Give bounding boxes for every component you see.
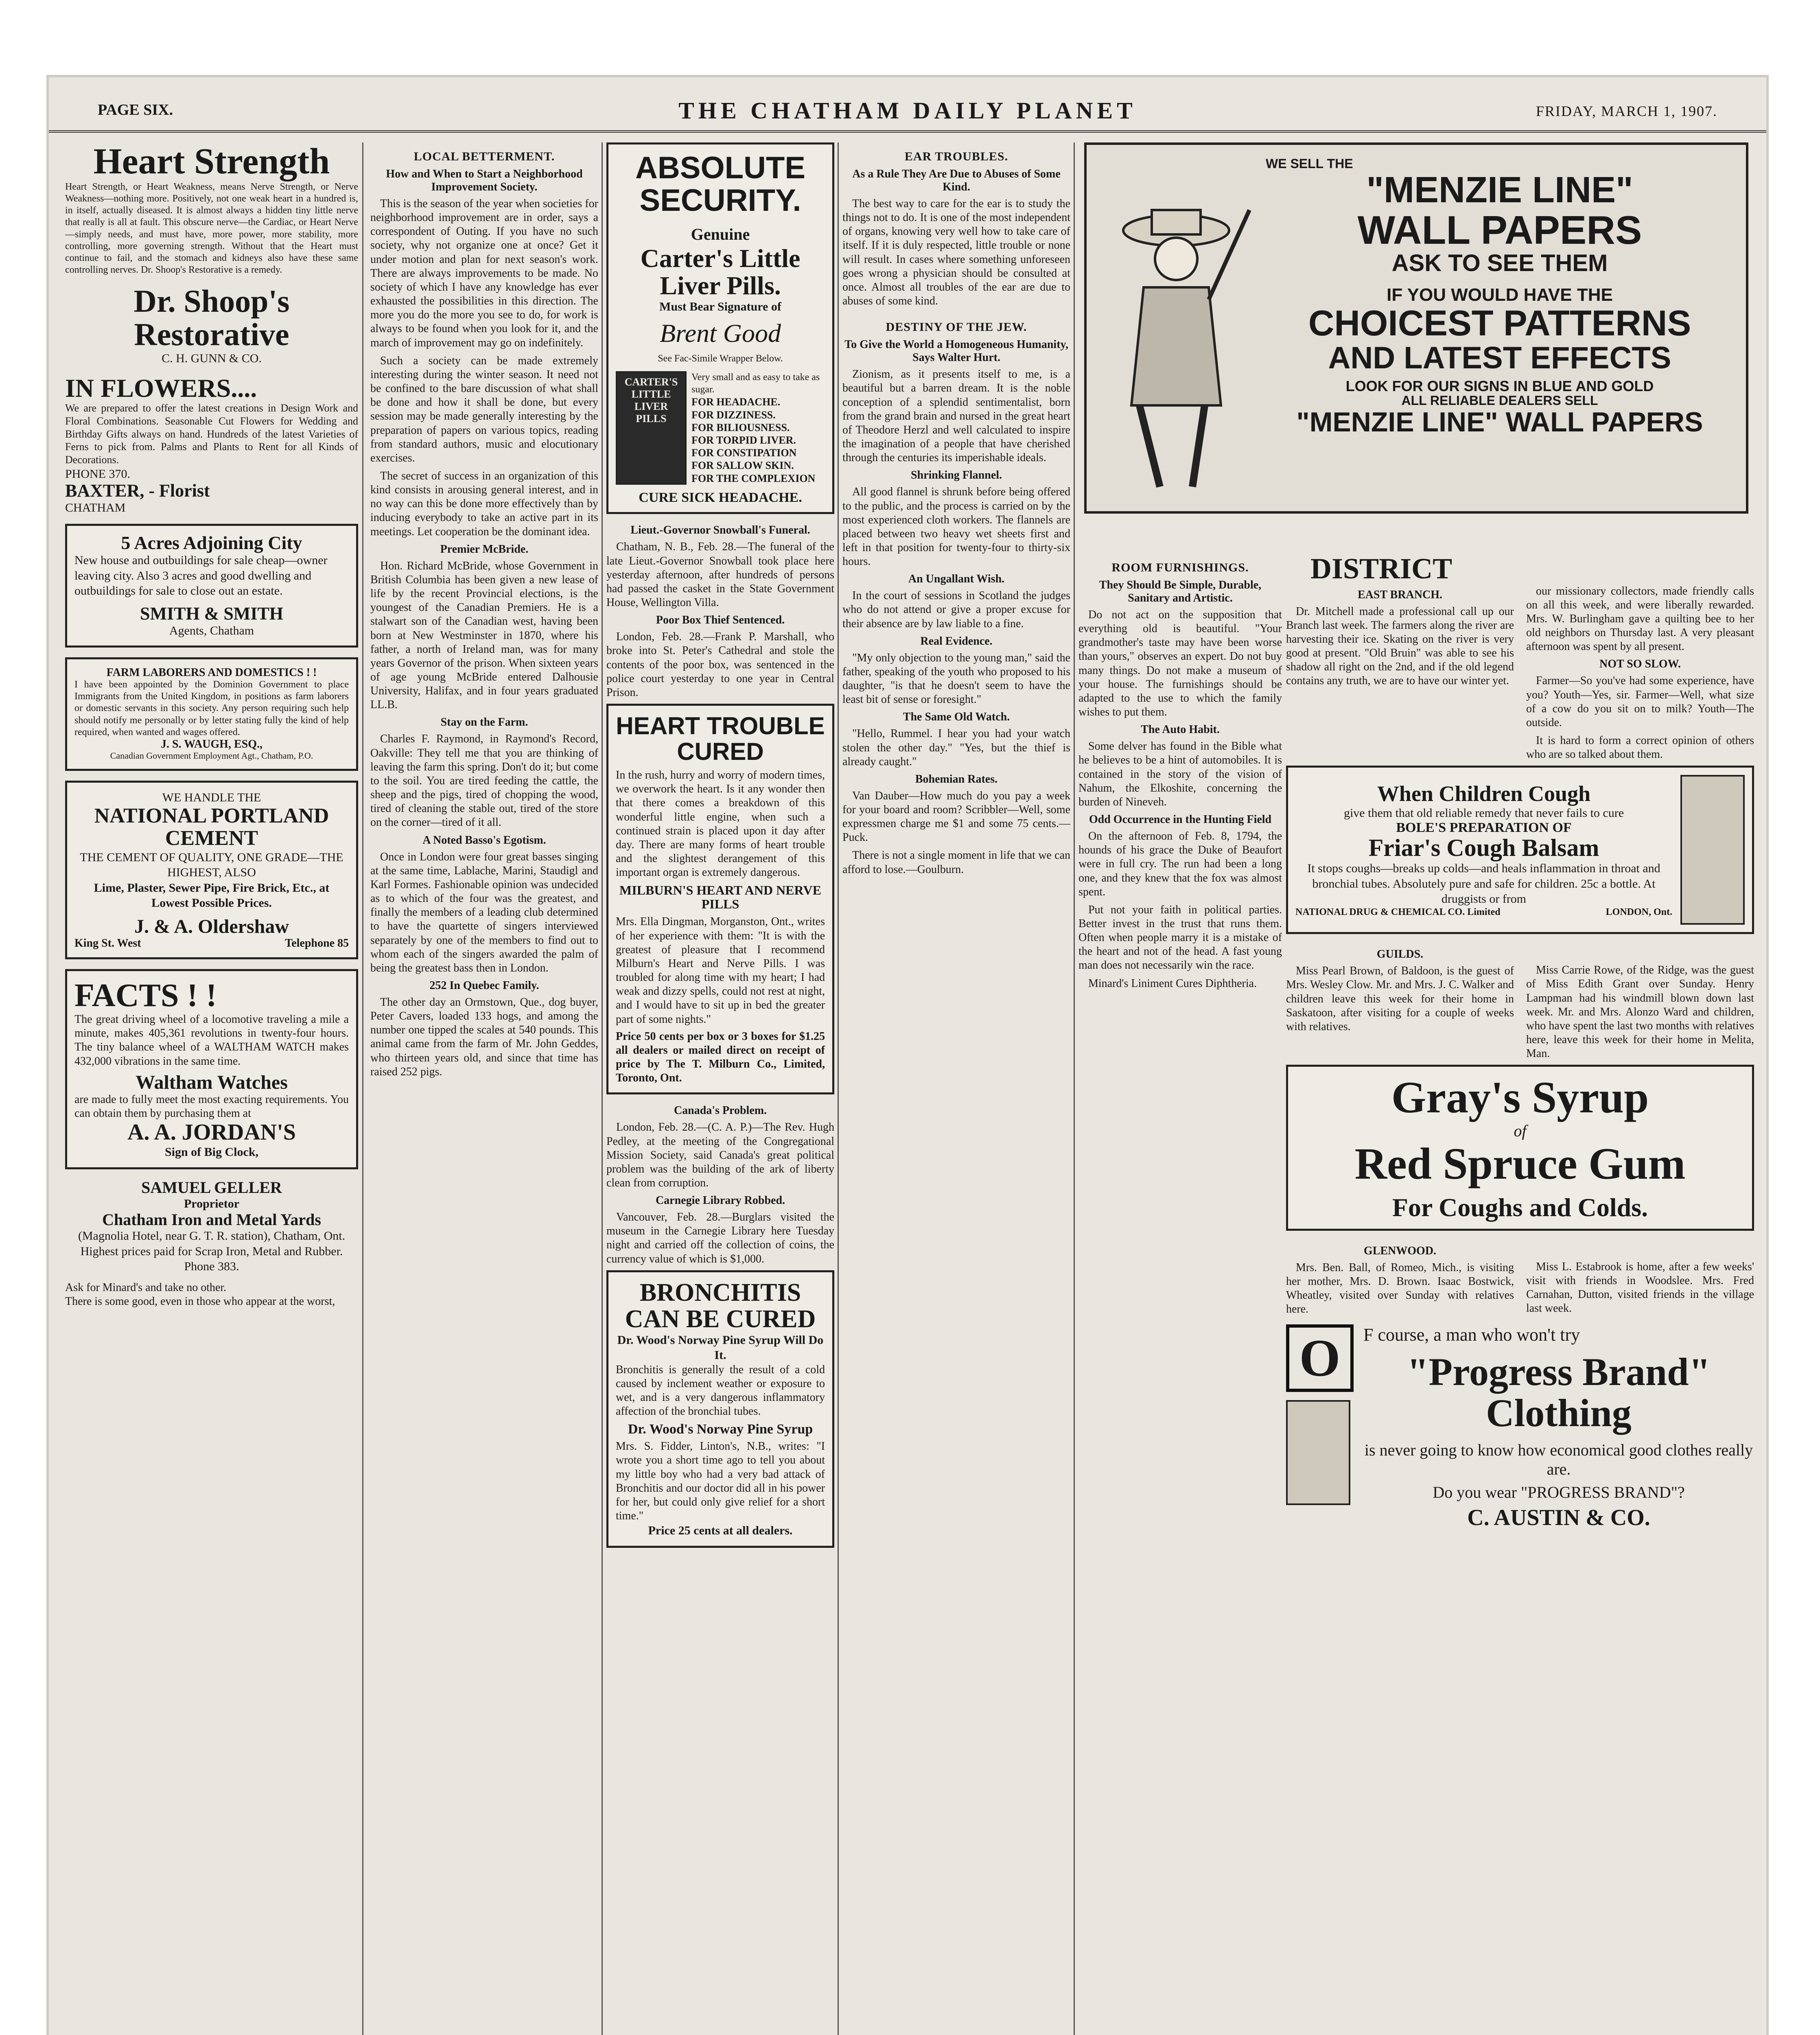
closing-note: There is not a single moment in life that we can afford to lose.—Goulburn. [842,849,1070,876]
carnegie-body: Vancouver, Feb. 28.—Burglars visited the museum in the Carnegie Library here Tuesday night and carried off the collection of coins, the currency value of which is $1,000. [606,1211,834,1265]
coughs-line: For Coughs and Colds. [1392,1193,1648,1222]
cement-line: THE CEMENT OF QUALITY, ONE GRADE—THE HIGHEST, ALSO [80,850,343,880]
woods-title: Dr. Wood's Norway Pine Syrup [628,1421,813,1437]
heart-trouble-ad [606,704,834,1094]
smith-name: SMITH & SMITH [140,603,284,624]
oldershaw-name: J. & A. Oldershaw [134,915,289,937]
column-rule [1074,142,1075,2035]
facts-ad [65,969,358,1169]
oldershaw-address: King St. West [74,937,141,950]
spruce-title: Red Spruce Gum [1354,1138,1686,1188]
waltham-body: are made to fully meet the most exacting requirements. You can obtain them by purchasing them at [74,1093,349,1120]
issue-date: FRIDAY, MARCH 1, 1907. [1536,103,1717,119]
shoop-title: Dr. Shoop's Restorative [133,283,290,352]
carters-ad [606,142,834,514]
minard-diphtheria: Minard's Liniment Cures Diphtheria. [1088,977,1257,990]
cement-line2: Lime, Plaster, Sewer Pipe, Fire Brick, Etc., at Lowest Possible Prices. [94,881,330,910]
progress-intro: F course, a man who won't try [1363,1325,1580,1345]
local-betterment-head: LOCAL BETTERMENT. [413,150,555,163]
column-1 [65,142,358,2035]
bronchitis-ad [606,1270,834,1548]
flannel-head: Shrinking Flannel. [910,469,1002,482]
cement-top: WE HANDLE THE [162,790,261,804]
local-betterment-p3: The secret of success in an organization of this kind consists in arousing general interest, and in no way can this be done more effectively than by inducing everybody to take an active part in its meetings. Let cooperation be the dominant idea. [370,469,598,538]
watch-body: "Hello, Rummel. I hear you had your watch stolen the other day." "Yes, but the thief is already caught." [842,727,1070,768]
guilds-body-2: Miss Carrie Rowe, of the Ridge, was the guest of Miss Edith Grant over Sunday. Henry Lampman had his windmill blown down last week. Mr. and Mrs. Alonzo Ward and children, who have spent the last two months with relatives here, leave this week for their home in Melita, Man. [1526,964,1754,1060]
signature: Brent Good [659,319,781,348]
box-line: FOR CONSTIPATION [691,447,797,459]
milburn-body: Mrs. Ella Dingman, Morganston, Ont., writes of her experience with them: "It is with the greatest of pleasure that I recommend Milburn's Heart and Nerve Pills. I was troubled for along time with my heart; I had weak and dizzy spells, could not rest at night, and I would have to sit up in bed the greater part of some nights." [616,915,825,1026]
guilds-head: GUILDS. [1376,948,1424,961]
look-line: LOOK FOR OUR SIGNS IN BLUE AND GOLD [1345,378,1654,395]
basso-head: A Noted Basso's Egotism. [422,834,546,847]
farm-sig: J. S. WAUGH, ESQ., [161,738,262,751]
choicest-line: CHOICEST PATTERNS [1308,303,1691,344]
grays-title: Gray's Syrup [1391,1072,1649,1123]
bronchitis-sub: Dr. Wood's Norway Pine Syrup Will Do It. [617,1333,824,1362]
grays-of: of [1514,1121,1527,1140]
column-4 [842,142,1070,2035]
latest-line: AND LATEST EFFECTS [1328,341,1671,376]
acres-body: New house and outbuildings for sale cheap—owner leaving city. Also 3 acres and good dwelling and outbuildings for sale to close out an estate. [74,554,328,598]
column-3 [606,142,834,2035]
carnegie-head: Carnegie Library Robbed. [655,1194,785,1207]
menzie-wallpaper-ad [1084,142,1748,514]
district-head: DISTRICT [1310,554,1452,585]
cement-ad [65,781,358,959]
ear-head: EAR TROUBLES. [904,150,1008,163]
east-branch-head: EAST BRANCH. [1358,588,1442,601]
milburn-title: MILBURN'S HEART AND NERVE PILLS [619,883,821,911]
funeral-head: Lieut.-Governor Snowball's Funeral. [630,524,810,537]
cement-title: NATIONAL PORTLAND CEMENT [94,804,329,850]
room-head: ROOM FURNISHINGS. [1111,561,1249,574]
facts-title: FACTS ! ! [74,978,217,1014]
facsimile-note: See Fac-Simile Wrapper Below. [658,353,783,364]
oldershaw-telephone: Telephone 85 [285,937,349,950]
box-line: FOR HEADACHE. [691,396,781,408]
progress-body: is never going to know how economical good clothes really are. [1364,1440,1753,1478]
progress-question: Do you wear "PROGRESS BRAND"? [1433,1483,1685,1501]
canada-head: Canada's Problem. [674,1104,767,1117]
farm-sig2: Canadian Government Employment Agt., Chatham, P.O. [110,751,313,761]
glenwood-head: GLENWOOD. [1363,1244,1437,1257]
geller-prices: Highest prices paid for Scrap Iron, Metal and Rubber. Phone 383. [80,1244,343,1274]
east-branch-body-2: our missionary collectors, made friendly calls on all this week, and were liberally rewarded. Mrs. W. Burlingham gave a quilting bee to her old neighbors on Thursday last. A very pleasant afternoon was spent by all present. [1526,584,1754,653]
minard-note: Ask for Minard's and take no other. [65,1281,227,1294]
geller-address: (Magnolia Hotel, near G. T. R. station), Chatham, Ont. [78,1229,346,1243]
heart-trouble-title: HEART TROUBLE CURED [616,712,825,766]
column-2 [370,142,598,2035]
flannel-body: All good flannel is shrunk before being offered to the public, and the process is carried on by the most experienced cloth workers. The flannels are placed between two heavy wet sheets first and left in that position for twenty-four to thirty-six hours. [842,486,1070,568]
acres-ad [65,524,358,648]
not-slow-body: Farmer—So you've had some experience, have you? Youth—Yes, sir. Farmer—Well, what size of a cow do you sit on to milk? Youth—The outside. [1526,674,1754,729]
box-line: FOR SALLOW SKIN. [691,460,794,472]
flowers-body: We are prepared to offer the latest creations in Design Work and Floral Combinations. Seasonable Cut Flowers for Wedding and Birthday Gifts always on hand. Hundreds of the latest Varieties of Ferns to pick from. Palms and Plants to Rent for all Kinds of Decorations. [65,402,358,466]
funeral-body: Chatham, N. B., Feb. 28.—The funeral of the late Lieut.-Governor Snowball took place here yesterday afternoon, after hundreds of persons had passed the casket in the State Government House, Wellington Villa. [606,540,834,609]
box-line: FOR TORPID LIVER. [691,434,796,446]
baxter-name: BAXTER, - Florist [65,481,210,501]
guilds-body: Miss Pearl Brown, of Baldoon, is the guest of Mrs. Wesley Clow. Mr. and Mrs. J. C. Walker and children leave this week for their home in Saskatoon, after visiting for a couple of weeks with relatives. [1286,965,1514,1033]
local-betterment-sub: How and When to Start a Neighborhood Improvement Society. [386,168,583,193]
carters-title: Carter's Little Liver Pills. [640,243,801,300]
glenwood-body-2: Miss L. Estabrook is home, after a few weeks' visit with friends in Woodslee. Mrs. Fred Carnahan, Dutton, visited friends in the village last week. [1526,1260,1754,1315]
carters-box-image: CARTER'S LITTLE LIVER PILLS [616,371,687,484]
flowers-ad [65,374,358,516]
masthead [49,94,1766,133]
jordan-sub: Sign of Big Clock, [164,1145,259,1159]
column-rule [362,142,363,2035]
progress-brand-ad [1286,1320,1754,1534]
mcbride-body: Hon. Richard McBride, whose Government in British Columbia has been given a new lease of life by the recent Provincial elections, is the youngest of the Canadian Premiers. He is a stalwart son of the Canadian west, having been born at New Westminster in 1870, where his father, a north of Ireland man, was for many years Governor of the prison. When sixteen years of age young McBride entered Dalhousie University, Halifax, and in four years graduated LL.B. [370,559,598,711]
auto-body: Some delver has found in the Bible what he believes to be a hint of automobiles. It is contained in the story of the vision of Nahum, the Elkoshite, concerning the burden of Nineveh. [1078,740,1282,808]
genuine-label: Genuine [691,225,750,243]
auto-head: The Auto Habit. [1141,723,1220,736]
quebec-head: 252 In Quebec Family. [429,979,539,992]
woods-body: Mrs. S. Fidder, Linton's, N.B., writes: "I wrote you a short time ago to tell you about my little boy who had a very bad attack of Bronchitis and our doctor did all in his power for her, but could only give relief for a short time." [616,1440,825,1523]
geller-ad [65,1179,358,1274]
wish-head: An Ungallant Wish. [908,573,1005,586]
thief-body: London, Feb. 28.—Frank P. Marshall, who broke into St. Peter's Cathedral and stole the contents of the poor box, was sentenced in the police court yesterday to one year in Central Prison. [606,630,834,699]
national-drug: NATIONAL DRUG & CHEMICAL CO. Limited [1295,906,1501,917]
grays-syrup-ad [1286,1065,1754,1230]
farm-title: FARM LABORERS AND DOMESTICS ! ! [106,666,317,679]
friars-balsam-ad [1286,766,1754,934]
canada-body: London, Feb. 28.—(C. A. P.)—The Rev. Hugh Pedley, at the meeting of the Congregational Mission Society, said Canada's great political problem was the building of the ark of liberty clean from corruption. [606,1121,834,1189]
progress-brand-title: "Progress Brand" Clothing [1407,1350,1711,1435]
local-betterment-p2: Such a society can be made extremely interesting during the winter season. It need not be confined to the bare discussion of what shall be done and how it shall be done, but every session may be made generally interesting by the preparation of papers on various topics, reading from standard authors, music and elocutionary exercises. [370,354,598,464]
evidence-head: Real Evidence. [920,635,993,648]
page-number: PAGE SIX. [98,101,173,118]
column-5b [1286,554,1754,2035]
friar-body: It stops coughs—breaks up colds—and heals inflammation in throat and bronchial tubes. Absolutely pure and safe for children. 25c a bottle. At druggists or from [1307,862,1660,906]
friar-title: Friar's Cough Balsam [1368,834,1599,861]
menzie-title: "MENZIE LINE" [1366,169,1633,210]
destiny-head: DESTINY OF THE JEW. [886,320,1027,334]
smith-sub: Agents, Chatham [169,624,254,637]
evidence-body: "My only objection to the young man," said the father, speaking of the youth who proposed to his daughter, "is that he doesn't seem to have the least bit of sense or foresight." [842,651,1070,706]
wall-papers-title: WALL PAPERS [1357,208,1642,253]
initial-o: O [1286,1324,1354,1392]
ask-line: ASK TO SEE THEM [1391,249,1608,276]
wish-body: In the court of sessions in Scotland the judges who do not attend or give a proper excuse for their absence are by law liable to a fine. [842,589,1070,630]
mcbride-head: Premier McBride. [440,543,529,556]
baxter-city: CHATHAM [65,501,126,515]
bole-line: BOLE'S PREPARATION OF [1396,820,1572,836]
minard-note-2: There is some good, even in those who appear at the worst, [65,1295,335,1308]
box-line: FOR DIZZINESS. [691,409,776,421]
farm-head: Stay on the Farm. [440,716,528,729]
geller-yards: Chatham Iron and Metal Yards [102,1210,321,1229]
column-5a [1078,554,1282,2035]
farm-body: Charles F. Raymond, in Raymond's Record, Oakville: They tell me that you are thinking of leaving the farm this spring. Don't do it; but come to the soil. You are tired feeding the cattle, the sheep and the pigs, tired of chopping the wood, tired of cleaning the stable out, tired of the store on the corner—tired of it all. [370,733,598,829]
woods-price: Price 25 cents at all dealers. [648,1524,793,1538]
london-ont: LONDON, Ont. [1606,906,1672,917]
box-line: FOR BILIOUSNESS. [691,421,790,433]
destiny-sub: To Give the World a Homogeneous Humanity, Says Walter Hurt. [844,338,1068,364]
farm-laborers-ad [65,657,358,771]
wallpaper-ad-area [1078,142,1754,549]
children-sub: give them that old reliable remedy that never fails to cure [1343,806,1624,820]
menzie-bottom: "MENZIE LINE" WALL PAPERS [1296,406,1703,438]
basso-body: Once in London were four great basses singing at the same time, Lablache, Marini, Staudigl and Karl Formes. Fashionable opinion was undecided as to which of the four was the greatest, and finally the members of a leading club determined to have the quartette of singers interviewed separately by one of the members to find out to whom each of the singers awarded the palm of being the greatest bass then in London. [370,850,598,974]
friar-figure-image [1680,775,1745,925]
odd-head: Odd Occurrence in the Hunting Field [1089,813,1272,826]
reliable-line: ALL RELIABLE DEALERS SELL [1401,393,1598,408]
security-title: ABSOLUTE SECURITY. [635,151,805,218]
bronchitis-body: Bronchitis is generally the result of a cold caused by inclement weather or exposure to wet, and is a very dangerous inflammatory affection of the bronchial tubes. [616,1363,825,1418]
ear-sub: As a Rule They Are Due to Abuses of Some Kind. [852,168,1061,193]
cure-line: CURE SICK HEADACHE. [639,490,802,505]
geller-name: SAMUEL GELLER [141,1178,282,1197]
glenwood-body: Mrs. Ben. Ball, of Romeo, Mich., is visiting her mother, Mrs. D. Brown. Isaac Bostwick, Wheatley, visited over Sunday with relatives here. [1286,1261,1514,1316]
farm-body: I have been appointed by the Dominion Government to place Immigrants from the United Kingdom, in positions as farm laborers or domestic servants in this society. Any person requiring such help should notify me personally or by letter stating fully the kind of help required, when wanted and wages offered. [74,679,349,737]
thief-head: Poor Box Thief Sentenced. [656,614,785,627]
heart-strength-title: Heart Strength [93,142,330,182]
column-rule [838,142,839,2035]
room-body: Do not act on the supposition that everything old is beautiful. "Your grandmother's taste may have been worse than yours," observes an expert. Do not buy many things. Do not make a museum of your house. The furnishings should be adapted to the use to which the family wishes to put them. [1078,608,1282,719]
small-note: Very small and as easy to take as sugar. [691,372,820,395]
flowers-phone: PHONE 370. [65,467,131,481]
if-you-line: IF YOU WOULD HAVE THE [1387,284,1613,305]
shoop-sub: C. H. GUNN & CO. [162,352,262,365]
heart-strength-body: Heart Strength, or Heart Weakness, means Nerve Strength, or Nerve Weakness—nothing more. Positively, not one weak heart in a hundred is, in itself, actually diseased. It is almost always a hidden tiny little nerve that really is all at fault. This obscure nerve—the Cardiac, or Heart Nerve—simply needs, and must have, more power, more stability, more controlling, more governing strength. Without that the Heart must continue to fail, and the stomach and kidneys also have these same controlling nerves. Dr. Shoop's Restorative is a remedy. [65,181,358,276]
east-branch-body: Dr. Mitchell made a professional call up our Branch last week. The farmers along the river are harvesting their ice. Skating on the river is very good at present. "Old Bruin" was able to see his shadow all right on the 2nd, and if the old legend contains any truth, we are to have our winter yet. [1286,605,1514,687]
local-betterment-p1: This is the season of the year when societies for neighborhood improvement are in order, says a correspondent of Outing. If you have no such society, why not organize one at once? Get it under motion and plan for next season's work. There are always improvements to be made. No society of which I have any knowledge has ever exhausted the possibilities in this direction. The more you do the more you see to do, for work is always to be found when you look for it, and the march of improvement may go on indefinitely. [370,197,598,349]
waltham-title: Waltham Watches [136,1071,288,1093]
austin-name: C. AUSTIN & CO. [1467,1505,1650,1530]
bronchitis-title: BRONCHITIS CAN BE CURED [625,1278,816,1333]
quebec-body: The other day an Ormstown, Que., dog buyer, Peter Cavers, loaded 133 hogs, and among the number one tipped the scales at 540 pounds. This animal came from the farm of Mr. John Geddes, who thirteen years old, and since that time has raised 252 pigs. [370,996,598,1078]
newspaper-title: THE CHATHAM DAILY PLANET [678,97,1137,124]
acres-title: 5 Acres Adjoining City [121,532,302,553]
we-sell: WE SELL THE [1266,156,1353,171]
jordan-name: A. A. JORDAN'S [127,1120,296,1145]
misc-notes: Put not your faith in political parties. Better invest in the trust that runs them. Often when people marry it is a mistake of the heart and not of the head. A fast young man does not necessarily win the race. [1078,903,1282,972]
geller-prop: Proprietor [184,1197,240,1210]
room-sub: They Should Be Simple, Durable, Sanitary and Artistic. [1099,579,1262,604]
bohemian-head: Bohemian Rates. [915,772,998,786]
newspaper-page [49,77,1766,2035]
milburn-price: Price 50 cents per box or 3 boxes for $1.25 all dealers or mailed direct on receipt of price by The T. Milburn Co., Limited, Toronto, Ont. [616,1030,825,1085]
children-cough-title: When Children Cough [1377,781,1591,806]
watch-head: The Same Old Watch. [903,711,1010,724]
ear-body: The best way to care for the ear is to study the things not to do. It is one of the most independent of organs, knowing very well how to take care of itself. If it is duly respected, little trouble or none will result. In cases where something unforeseen goes wrong a physician should be consulted at once. Almost all troubles of the ear are due to abuses of some kind. [842,197,1070,308]
opinion-note: It is hard to form a correct opinion of others who are so talked about them. [1526,734,1754,761]
signature-line: Must Bear Signature of [659,300,781,313]
odd-body: On the afternoon of Feb. 8, 1794, the hounds of his grace the Duke of Beaufort were in full cry. The run had been a long one, and they knew that the fox was almost spent. [1078,830,1282,898]
column-rule [602,142,603,2035]
progress-label-image [1286,1400,1350,1505]
man-with-brush-illustration [1107,194,1253,495]
bohemian-body: Van Dauber—How much do you pay a week for your board and room? Scribbler—Well, some expressmen charge me $1 and some 75 cents.—Puck. [842,789,1070,844]
facts-body: The great driving wheel of a locomotive traveling a mile a minute, makes 405,361 revolutions in twenty-four hours. The tiny balance wheel of a WALTHAM WATCH makes 432,000 vibrations in the same time. [74,1013,349,1068]
shoop-ad [65,284,358,366]
not-slow-head: NOT SO SLOW. [1599,658,1681,671]
destiny-body: Zionism, as it presents itself to me, is a beautiful but a barren dream. It is the noble conception of a splendid sentimentalist, born from the grand brain and nursed in the great heart of Theodore Herzl and well calculated to inspire the imagination of a people that have cherished through the centuries its imperishable ideals. [842,368,1070,464]
flowers-title: IN FLOWERS.... [65,373,257,403]
heart-trouble-body: In the rush, hurry and worry of modern times, we overwork the heart. Is it any wonder then that there comes a breakdown of this wonderful little engine, when such a continued strain is placed upon it day after day. There are many forms of heart trouble and the slightest derangement of this important organ is extremely dangerous. [616,769,825,879]
heart-strength-ad [65,142,358,276]
box-line: FOR THE COMPLEXION [691,472,816,484]
